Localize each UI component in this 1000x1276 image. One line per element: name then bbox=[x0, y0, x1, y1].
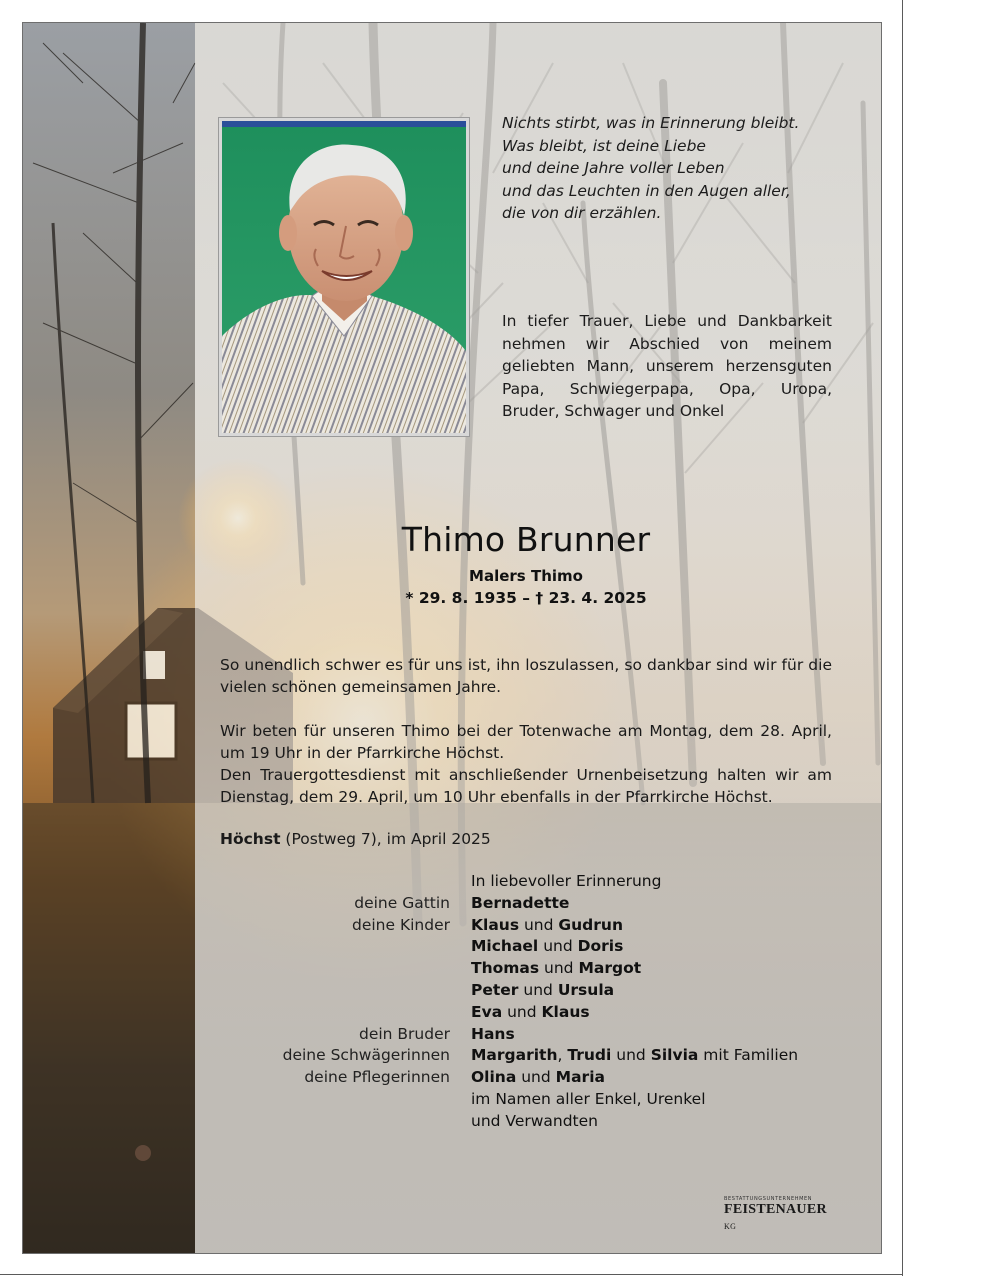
verse-line: die von dir erzählen. bbox=[502, 204, 662, 222]
life-dates: * 29. 8. 1935 – † 23. 4. 2025 bbox=[405, 589, 647, 607]
conjunction: und bbox=[544, 959, 574, 978]
relation-label: deine Kinder bbox=[351, 915, 450, 934]
mourner-name: Michael bbox=[471, 937, 539, 956]
place-town: Höchst bbox=[220, 830, 281, 848]
mourner-name: Peter bbox=[471, 980, 519, 999]
conjunction: und bbox=[523, 915, 554, 934]
conjunction: und bbox=[616, 1046, 646, 1065]
mourner-name: Hans bbox=[471, 1024, 515, 1043]
mourners-heading: In liebevoller Erinnerung bbox=[471, 872, 662, 890]
deceased-nickname: Malers Thimo bbox=[469, 567, 583, 585]
relation-label: dein Bruder bbox=[358, 1024, 450, 1043]
logo-suffix: KG bbox=[724, 1222, 737, 1231]
mourner-name: Trudi bbox=[567, 1046, 612, 1065]
memorial-verse bbox=[502, 112, 832, 225]
conjunction: und bbox=[543, 937, 573, 956]
verse-line: und deine Jahre voller Leben bbox=[502, 159, 725, 177]
wake-paragraph: Wir beten für unseren Thimo bei der Totenwache am Montag, dem 28. April, um 19 Uhr in der Pfarrkirche Höchst. bbox=[220, 722, 832, 762]
closing-line: und Verwandten bbox=[471, 1111, 598, 1130]
verse-line: Nichts stirbt, was in Erinnerung bleibt. bbox=[502, 114, 800, 132]
mourner-name: Margot bbox=[578, 959, 642, 978]
mourner-name: Thomas bbox=[471, 959, 540, 978]
mourner-name: Eva bbox=[471, 1002, 503, 1021]
closing-line: im Namen aller Enkel, Urenkel bbox=[471, 1089, 706, 1108]
mourner-name: Klaus bbox=[471, 915, 520, 934]
mourner-name: Olina bbox=[471, 1068, 517, 1087]
relation-label: deine Schwägerinnen bbox=[282, 1046, 450, 1065]
funeral-home-logo bbox=[724, 1196, 834, 1234]
conjunction: und bbox=[521, 1068, 551, 1087]
mourner-name: Ursula bbox=[557, 980, 615, 999]
portrait-photo bbox=[218, 117, 470, 437]
mourner-name: Silvia bbox=[650, 1046, 699, 1065]
verse-line: Was bleibt, ist deine Liebe bbox=[502, 136, 706, 155]
mourner-name: Bernadette bbox=[471, 893, 570, 912]
conjunction: und bbox=[507, 1002, 537, 1021]
mourner-name: Klaus bbox=[541, 1002, 590, 1021]
page-border-bottom bbox=[0, 1274, 903, 1275]
relation-label: deine Gattin bbox=[354, 893, 450, 912]
logo-name: FEISTENAUER bbox=[724, 1202, 827, 1217]
mourners-list: In liebevoller Erinnerung deine Gattin Bernadette deine Kinder Klaus und Gudrun Michael und Doris Thomas und Margot Peter und Ursula Eva und Klaus dein Bruder Hans deine Schwägerinnen Margarith, Trudi und Silvia mit Familien deine Pflegerinnen Olina und Maria im Namen aller Enkel, Urenkel und Verwandten bbox=[220, 871, 832, 1133]
conjunction: und bbox=[523, 980, 553, 999]
funeral-paragraph: Den Trauergottesdienst mit anschließender Urnenbeisetzung halten wir am Dienstag, dem 29. April, um 10 Uhr ebenfalls in der Pfarrkirche Höchst. bbox=[220, 766, 832, 806]
portrait-image bbox=[222, 121, 466, 433]
place-date-line bbox=[220, 830, 491, 848]
logo-subtitle: BESTATTUNGSUNTERNEHMEN bbox=[724, 1196, 813, 1202]
family-suffix: mit Familien bbox=[703, 1046, 799, 1065]
verse-line: und das Leuchten in den Augen aller, bbox=[502, 181, 791, 200]
deceased-name: Thimo Brunner bbox=[401, 520, 651, 559]
mourner-name: Maria bbox=[555, 1068, 605, 1087]
relation-label: deine Pflegerinnen bbox=[304, 1068, 450, 1087]
gratitude-paragraph: So unendlich schwer es für uns ist, ihn loszulassen, so dankbar sind wir für die vielen schönen gemeinsamen Jahre. bbox=[220, 656, 832, 696]
page-border-right bbox=[902, 0, 903, 1276]
mourner-name: Gudrun bbox=[558, 915, 623, 934]
farewell-intro: In tiefer Trauer, Liebe und Dankbarkeit nehmen wir Abschied von meinem geliebten Mann, unserem herzensguten Papa, Schwiegerpapa, Opa, Uropa, Bruder, Schwager und Onkel bbox=[502, 312, 832, 420]
mourner-name: Margarith bbox=[471, 1046, 558, 1065]
place-rest: (Postweg 7), im April 2025 bbox=[285, 830, 491, 848]
mourner-name: Doris bbox=[577, 937, 624, 956]
